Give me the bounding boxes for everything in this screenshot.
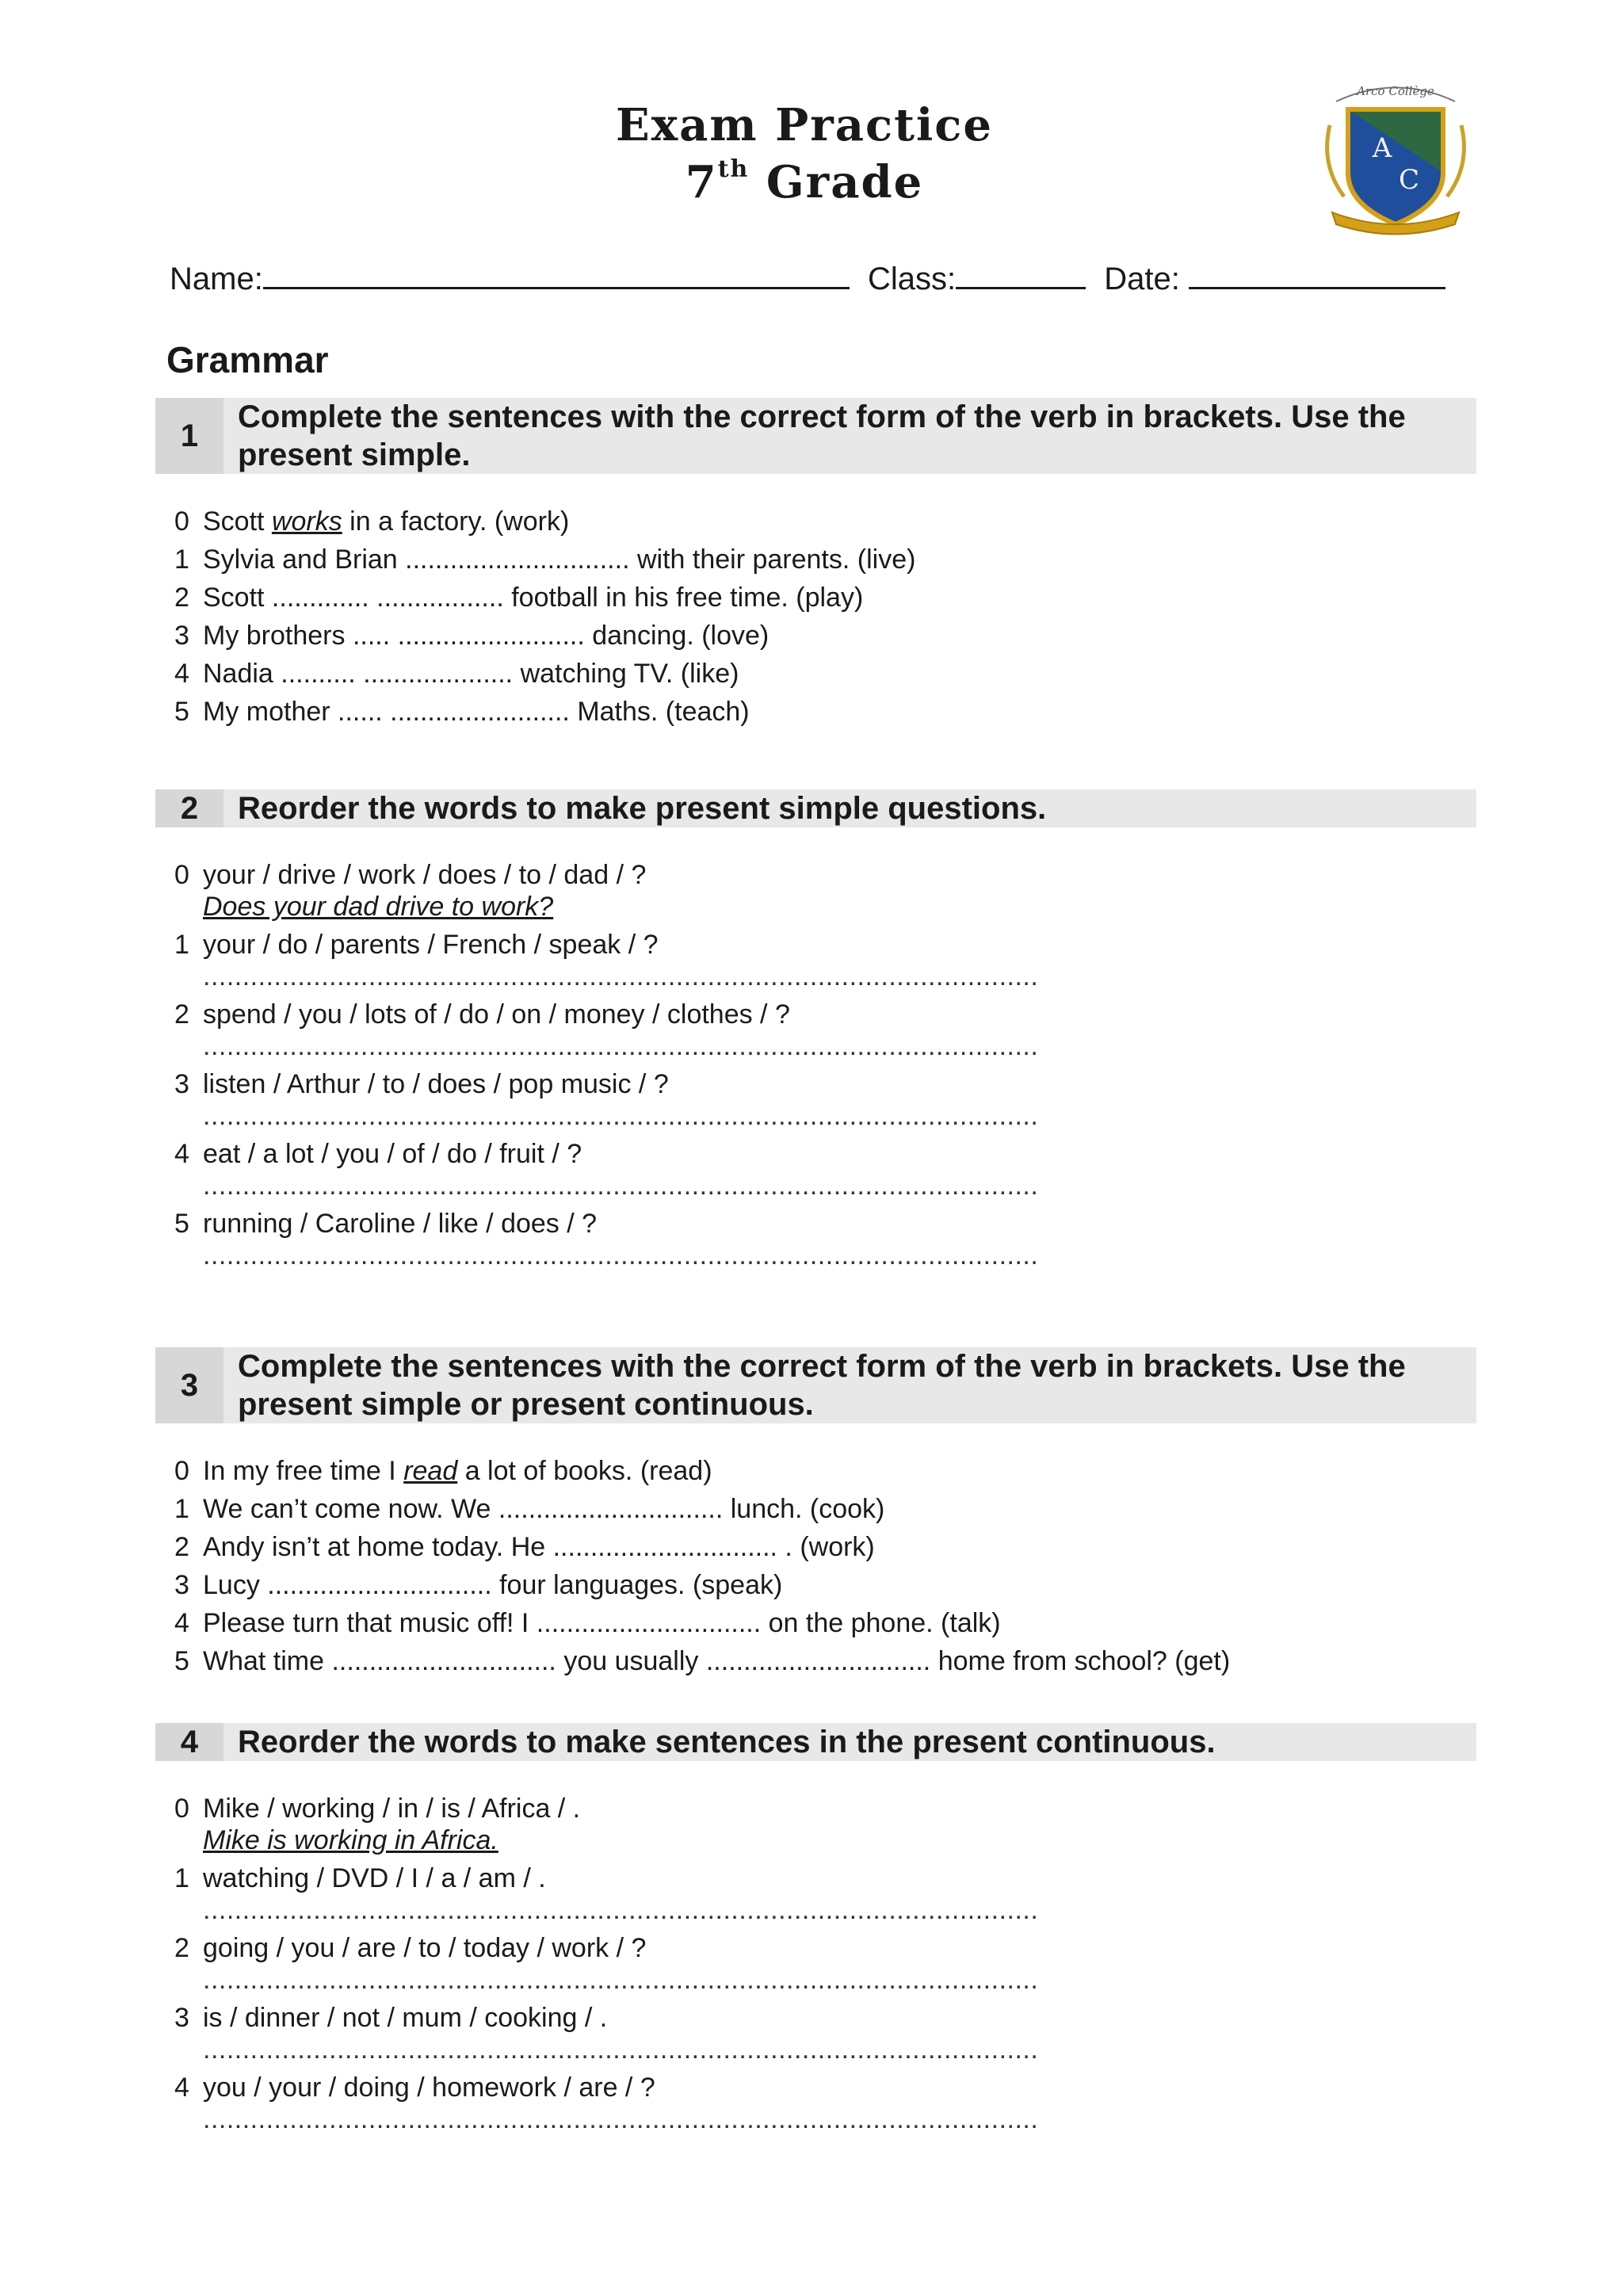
item-number: 0 <box>174 860 189 890</box>
exercise-4-item <box>174 1862 546 1894</box>
item-number: 2 <box>174 583 189 613</box>
logo-letter-a: A <box>1372 132 1392 164</box>
exercise-2-item <box>174 1068 669 1100</box>
item-number: 5 <box>174 1646 189 1676</box>
item-text: Nadia .......... .................... watching TV. (like) <box>203 659 739 689</box>
title-block <box>475 97 1133 211</box>
item-number: 5 <box>174 697 189 727</box>
example-answer: read <box>403 1456 458 1486</box>
exercise-1-example <box>174 506 569 537</box>
grade-title <box>475 154 1133 211</box>
item-number: 1 <box>174 544 189 575</box>
exercise-4-item <box>174 1932 646 1964</box>
exercise-2-example <box>174 859 646 891</box>
exercise-2-item <box>174 929 659 961</box>
item-prompt: spend / you / lots of / do / on / money / clothes / ? <box>203 999 790 1030</box>
item-number: 3 <box>174 2003 189 2033</box>
student-info-row <box>170 258 1445 297</box>
item-number: 2 <box>174 1532 189 1562</box>
answer-line[interactable]: .......................................................................................................... <box>203 2034 1039 2065</box>
example-prompt: Mike / working / in / is / Africa / . <box>203 1794 581 1824</box>
item-number: 3 <box>174 621 189 651</box>
exercise-number: 2 <box>155 789 223 827</box>
example-text: Scott <box>203 506 272 537</box>
item-text: Scott ............. ................. football in his free time. (play) <box>203 583 864 613</box>
exercise-instruction: Complete the sentences with the correct form of the verb in brackets. Use the present simple. <box>238 399 1406 472</box>
answer-line[interactable]: .......................................................................................................... <box>203 1101 1039 1131</box>
answer-line[interactable]: .......................................................................................................... <box>203 2104 1039 2134</box>
page-title: Exam Practice <box>616 99 993 151</box>
item-prompt: your / do / parents / French / speak / ? <box>203 930 659 960</box>
exercise-2-item <box>174 1208 597 1240</box>
exercise-2-header <box>155 789 1476 827</box>
item-text: Please turn that music off! I .............................. on the phone. (talk) <box>203 1608 1001 1638</box>
exercise-3-item[interactable] <box>174 1531 875 1563</box>
exercise-4-header <box>155 1723 1476 1761</box>
example-text: In my free time I <box>203 1456 404 1486</box>
exercise-3-item[interactable] <box>174 1569 782 1601</box>
item-prompt: watching / DVD / I / a / am / . <box>203 1863 546 1893</box>
name-label: Name: <box>170 262 263 296</box>
item-prompt: listen / Arthur / to / does / pop music / ? <box>203 1069 669 1099</box>
logo-letter-c: C <box>1398 164 1420 196</box>
exercise-3-header <box>155 1347 1476 1423</box>
name-blank[interactable] <box>263 258 850 289</box>
school-crest-logo <box>1320 78 1471 236</box>
item-prompt: is / dinner / not / mum / cooking / . <box>203 2003 608 2033</box>
date-blank[interactable] <box>1189 258 1445 289</box>
example-prompt: your / drive / work / does / to / dad / ? <box>203 860 647 890</box>
exercise-number: 1 <box>155 398 223 474</box>
item-prompt: going / you / are / to / today / work / ? <box>203 1933 647 1963</box>
exercise-1-header <box>155 398 1476 474</box>
item-number: 2 <box>174 999 189 1030</box>
item-text: We can’t come now. We .............................. lunch. (cook) <box>203 1494 885 1524</box>
item-text: Andy isn’t at home today. He .............................. . (work) <box>203 1532 875 1562</box>
item-prompt: eat / a lot / you / of / do / fruit / ? <box>203 1139 582 1169</box>
item-number: 2 <box>174 1933 189 1963</box>
answer-line[interactable]: .......................................................................................................... <box>203 1171 1039 1201</box>
exercise-instruction: Complete the sentences with the correct form of the verb in brackets. Use the present simple or present continuous. <box>238 1349 1406 1422</box>
item-number: 4 <box>174 1608 189 1638</box>
item-number: 4 <box>174 1139 189 1169</box>
grade-number: 7 <box>685 156 718 208</box>
example-answer: Does your dad drive to work? <box>203 892 554 922</box>
item-number: 1 <box>174 930 189 960</box>
grade-suffix: th <box>717 155 750 183</box>
class-label: Class: <box>867 262 957 296</box>
grade-word: Grade <box>766 156 924 208</box>
item-number: 4 <box>174 659 189 689</box>
answer-line[interactable]: .......................................................................................................... <box>203 1031 1039 1061</box>
exercise-1-item[interactable] <box>174 582 863 613</box>
item-prompt: running / Caroline / like / does / ? <box>203 1209 598 1239</box>
exercise-1-item[interactable] <box>174 658 739 690</box>
exercise-number: 4 <box>155 1723 223 1761</box>
item-text: Lucy .............................. four languages. (speak) <box>203 1570 783 1600</box>
exercise-1-item[interactable] <box>174 696 750 728</box>
exercise-2-item <box>174 999 790 1030</box>
exercise-3-item[interactable] <box>174 1645 1230 1677</box>
example-text: in a factory. (work) <box>342 506 570 537</box>
answer-line[interactable]: .......................................................................................................... <box>203 1965 1039 1995</box>
exercise-3-example <box>174 1455 712 1487</box>
item-number: 0 <box>174 1794 189 1824</box>
exercise-number: 3 <box>155 1347 223 1423</box>
answer-line[interactable]: .......................................................................................................... <box>203 961 1039 991</box>
item-number: 0 <box>174 1456 189 1486</box>
exercise-3-item[interactable] <box>174 1607 1001 1639</box>
item-number: 0 <box>174 506 189 537</box>
item-prompt: you / your / doing / homework / are / ? <box>203 2073 655 2103</box>
example-text: a lot of books. (read) <box>457 1456 712 1486</box>
item-text: My mother ...... ........................ Maths. (teach) <box>203 697 750 727</box>
item-number: 3 <box>174 1570 189 1600</box>
exercise-4-example <box>174 1793 580 1824</box>
item-number: 1 <box>174 1494 189 1524</box>
item-number: 4 <box>174 2073 189 2103</box>
class-blank[interactable] <box>956 258 1086 289</box>
item-text: Sylvia and Brian .............................. with their parents. (live) <box>203 544 916 575</box>
example-answer: Mike is working in Africa. <box>203 1825 498 1855</box>
exercise-4-item <box>174 2002 607 2034</box>
item-number: 5 <box>174 1209 189 1239</box>
item-text: My brothers ..... ......................... dancing. (love) <box>203 621 769 651</box>
answer-line[interactable]: .......................................................................................................... <box>203 1895 1039 1925</box>
exercise-1-item[interactable] <box>174 620 769 651</box>
logo-motto: Arco Collège <box>1357 84 1434 98</box>
example-answer: works <box>271 506 342 537</box>
item-number: 3 <box>174 1069 189 1099</box>
exercise-instruction: Reorder the words to make present simple questions. <box>238 791 1047 826</box>
answer-line[interactable]: .......................................................................................................... <box>203 1240 1039 1270</box>
exercise-4-item <box>174 2072 655 2103</box>
exercise-3-item[interactable] <box>174 1493 884 1525</box>
item-number: 1 <box>174 1863 189 1893</box>
exercise-instruction: Reorder the words to make sentences in the present continuous. <box>238 1725 1216 1759</box>
item-text: What time .............................. you usually .............................. home from school? (get) <box>203 1646 1231 1676</box>
exercise-1-item[interactable] <box>174 544 915 575</box>
date-label: Date: <box>1104 262 1180 296</box>
section-title-grammar: Grammar <box>166 339 329 380</box>
exercise-2-item <box>174 1138 582 1170</box>
